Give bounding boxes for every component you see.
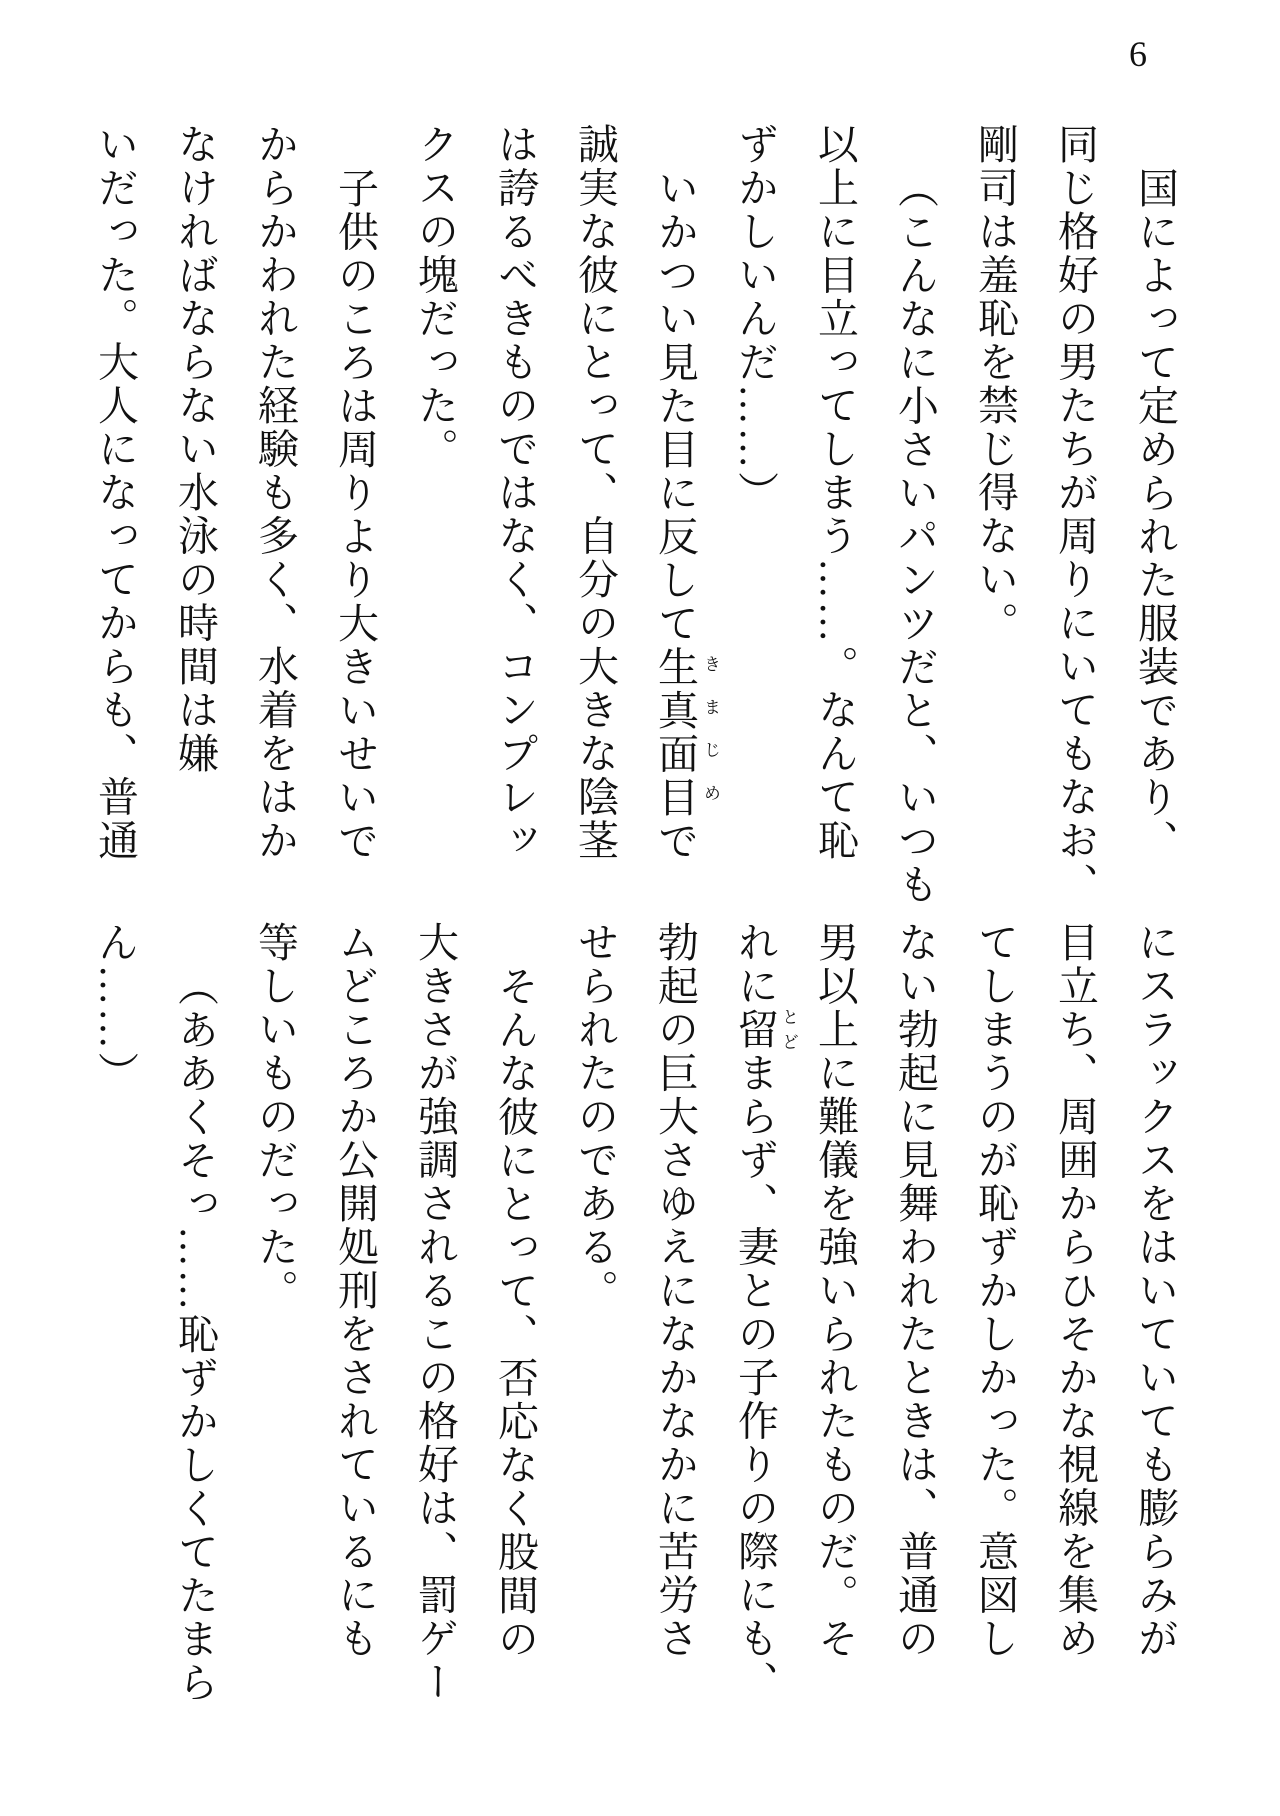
text-column: そんな彼にとって、否応なく股間の bbox=[492, 965, 538, 1661]
text-column: 誠実な彼にとって、自分の大きな陰茎 bbox=[572, 123, 618, 863]
text-column: いだった。大人になってからも、普通 bbox=[92, 123, 138, 863]
text-column: 子供のころは周りより大きいせいで bbox=[332, 167, 378, 863]
text-column: てしまうのが恥ずかしかった。意図し bbox=[972, 921, 1018, 1661]
text-column: 大きさが強調されるこの格好は、罰ゲー bbox=[412, 921, 458, 1704]
text-column: いかつい見た目に反して生真面目で bbox=[652, 167, 698, 863]
text-column: ムどころか公開処刑をされているにも bbox=[332, 921, 378, 1661]
text-column: 等しいものだった。 bbox=[252, 921, 298, 1313]
furigana-annotation: とど bbox=[779, 1008, 798, 1058]
text-column: ん……） bbox=[92, 921, 138, 1095]
text-column: 同じ格好の男たちが周りにいてもなお、 bbox=[1052, 123, 1098, 906]
text-column: は誇るべきものではなく、コンプレッ bbox=[492, 123, 538, 863]
text-column: なければならない水泳の時間は嫌 bbox=[172, 123, 218, 776]
text-column: （ああくそっ……恥ずかしくてたまら bbox=[172, 965, 218, 1705]
text-column: （こんなに小さいパンツだと、いつも bbox=[892, 167, 938, 907]
text-column: 男以上に難儀を強いられたものだ。そ bbox=[812, 921, 858, 1661]
text-column: 国によって定められた服装であり、 bbox=[1132, 167, 1178, 863]
text-column: からかわれた経験も多く、水着をはか bbox=[252, 123, 298, 863]
text-column: クスの塊だった。 bbox=[412, 123, 458, 471]
page-number: 6 bbox=[1129, 34, 1147, 74]
text-column: にスラックスをはいていても膨らみが bbox=[1132, 921, 1178, 1661]
text-column: 剛司は羞恥を禁じ得ない。 bbox=[972, 123, 1018, 645]
text-column: 以上に目立ってしまう……。なんて恥 bbox=[812, 123, 858, 863]
text-column: ない勃起に見舞われたときは、普通の bbox=[892, 921, 938, 1661]
text-column: れに留まらず、妻との子作りの際にも、 bbox=[732, 921, 778, 1704]
text-column: ずかしいんだ……） bbox=[732, 123, 778, 515]
furigana-annotation: きまじめ bbox=[701, 655, 720, 827]
text-column: せられたのである。 bbox=[572, 921, 618, 1313]
text-column: 目立ち、周囲からひそかな視線を集め bbox=[1052, 921, 1098, 1661]
text-column: 勃起の巨大さゆえになかなかに苦労さ bbox=[652, 921, 698, 1661]
